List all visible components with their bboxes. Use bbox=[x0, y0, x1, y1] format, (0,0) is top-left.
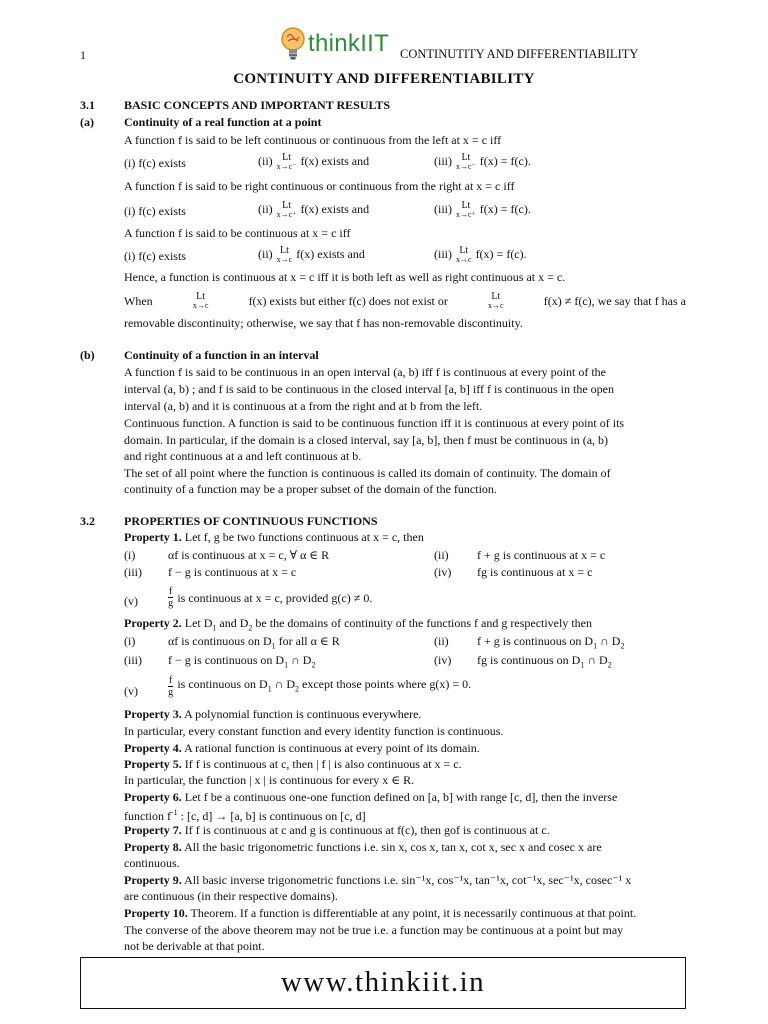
item-label: (iv) bbox=[434, 565, 452, 579]
limit-operator: Lt x→c bbox=[456, 245, 472, 264]
item-text: αf is continuous on $D_1$ for all α ∈ R bbox=[168, 634, 340, 651]
item-label: (ii) bbox=[434, 634, 449, 648]
paragraph-line: Continuous function. A function is said to be continuous function iff it is continuous at every point of its bbox=[124, 416, 625, 430]
subsection-label: (b) bbox=[80, 348, 95, 362]
paragraph-line: domain. In particular, if the domain is a closed interval, say [a, b], then f must be continuous in (a, b) bbox=[124, 433, 609, 447]
item-text: fg is continuous on $D_1$ ∩ $D_2$ bbox=[477, 653, 612, 670]
section-number: 3.1 bbox=[80, 98, 95, 112]
limit-operator: Lt x→c⁺ bbox=[276, 200, 297, 219]
logo-text: thinkIIT bbox=[308, 30, 390, 57]
footer-banner bbox=[80, 957, 686, 1009]
page-number: 1 bbox=[80, 48, 86, 62]
condition-item: (iii) Lt x→c⁻ f(x) = f(c). bbox=[434, 152, 531, 171]
fraction: $\frac{f}{g}$ bbox=[168, 675, 174, 698]
paragraph-line: are continuous (in their respective domains). bbox=[124, 889, 338, 903]
property-10: Property 10. Theorem. If a function is differentiable at any point, it is necessarily continuous at that point. bbox=[124, 906, 637, 920]
subsection-title: Continuity of a function in an interval bbox=[124, 348, 319, 362]
paragraph-line: In particular, every constant function and every identity function is continuous. bbox=[124, 724, 504, 738]
condition-item: (iii) Lt x→c f(x) = f(c). bbox=[434, 245, 527, 264]
limit-operator: Lt x→c bbox=[276, 245, 293, 264]
fraction: $\frac{f}{g}$ bbox=[168, 586, 174, 609]
item-text: $\frac{f}{g}$ is continuous on $D_1$ ∩ $D_2$ except those points where g(x) = 0. bbox=[168, 675, 472, 698]
paragraph-line: interval (a, b) and it is continuous at a from the right and at b from the left. bbox=[124, 399, 483, 413]
property-9: Property 9. All basic inverse trigonometric functions i.e. sin⁻¹x, cos⁻¹x, tan⁻¹x, cot⁻¹x, sec⁻¹x, cosec⁻¹ x bbox=[124, 873, 632, 887]
item-text: f + g is continuous on $D_1$ ∩ $D_2$ bbox=[477, 634, 625, 651]
item-label: (iii) bbox=[124, 565, 142, 579]
subsection-title: Continuity of a real function at a point bbox=[124, 115, 322, 129]
paragraph-line: removable discontinuity; otherwise, we say that f has non-removable discontinuity. bbox=[124, 316, 523, 330]
limit-operator: Lt x→c bbox=[192, 291, 209, 310]
paragraph-line: When Lt x→c f(x) exists but either f(c) does not exist or Lt x→c f(x) ≠ f(c), we say that f has a bbox=[124, 291, 686, 310]
subsection-label: (a) bbox=[80, 115, 94, 129]
paragraph-line: Hence, a function is continuous at x = c iff it is both left as well as right continuous at x = c. bbox=[124, 270, 566, 284]
condition-item: (ii) Lt x→c f(x) exists and bbox=[258, 245, 365, 264]
paragraph-line: function $f^{-1}$ : [c, d] → [a, b] is continuous on [c, d] bbox=[124, 808, 366, 823]
item-text: $\frac{f}{g}$ is continuous at x = c, provided g(c) ≠ 0. bbox=[168, 586, 373, 609]
website-url[interactable]: www.thinkiit.in bbox=[280, 966, 486, 998]
property-3: Property 3. A polynomial function is continuous everywhere. bbox=[124, 707, 422, 721]
property-4: Property 4. A rational function is continuous at every point of its domain. bbox=[124, 741, 480, 755]
property-6: Property 6. Let f be a continuous one-one function defined on [a, b] with range [c, d], then the inverse bbox=[124, 790, 618, 804]
paragraph-line: A function f is said to be continuous at x = c iff bbox=[124, 226, 351, 240]
item-label: (i) bbox=[124, 634, 136, 648]
running-head: CONTINUTITY AND DIFFERENTIABILITY bbox=[400, 47, 639, 61]
condition-item: (ii) Lt x→c⁻ f(x) exists and bbox=[258, 152, 370, 171]
paragraph-line: continuous. bbox=[124, 856, 180, 870]
paragraph-line: continuity of a function may be a proper subset of the domain of the function. bbox=[124, 482, 497, 496]
page-title: CONTINUITY AND DIFFERENTIABILITY bbox=[233, 71, 535, 87]
paragraph-line: A function f is said to be left continuous or continuous from the left at x = c iff bbox=[124, 133, 502, 147]
item-label: (v) bbox=[124, 594, 138, 608]
limit-operator: Lt x→c⁻ bbox=[276, 152, 297, 171]
property-8: Property 8. All the basic trigonometric functions i.e. sin x, cos x, tan x, cot x, sec x and cosec x are bbox=[124, 840, 602, 854]
condition-item: (i) f(c) exists bbox=[124, 204, 186, 218]
paragraph-line: A function f is said to be continuous in an open interval (a, b) iff f is continuous at every point of the bbox=[124, 365, 607, 379]
condition-item: (ii) Lt x→c⁺ f(x) exists and bbox=[258, 200, 370, 219]
property-2: Property 2. Let $D_1$ and $D_2$ be the domains of continuity of the functions f and g respectively then bbox=[124, 616, 593, 633]
item-text: f − g is continuous on $D_1$ ∩ $D_2$ bbox=[168, 653, 316, 670]
item-text: αf is continuous at x = c, ∀ α ∈ R bbox=[168, 548, 330, 562]
section-title: PROPERTIES OF CONTINUOUS FUNCTIONS bbox=[124, 514, 378, 528]
item-text: f − g is continuous at x = c bbox=[168, 565, 297, 579]
paragraph-line: In particular, the function | x | is continuous for every x ∈ R. bbox=[124, 773, 415, 787]
paragraph-line: not be derivable at that point. bbox=[124, 939, 265, 953]
item-label: (i) bbox=[124, 548, 136, 562]
paragraph-line: interval (a, b) ; and f is said to be continuous in the closed interval [a, b] iff f is continuous in the open bbox=[124, 382, 614, 396]
limit-operator: Lt x→c⁻ bbox=[456, 152, 476, 171]
item-text: f + g is continuous at x = c bbox=[477, 548, 606, 562]
section-number: 3.2 bbox=[80, 514, 95, 528]
property-5: Property 5. If f is continuous at c, then | f | is also continuous at x = c. bbox=[124, 757, 462, 771]
section-title: BASIC CONCEPTS AND IMPORTANT RESULTS bbox=[124, 98, 391, 112]
limit-operator: Lt x→c bbox=[488, 291, 504, 310]
item-label: (iii) bbox=[124, 653, 142, 667]
paragraph-line: and right continuous at a and left continuous at b. bbox=[124, 449, 362, 463]
property-7: Property 7. If f is continuous at c and g is continuous at f(c), then gof is continuous at c. bbox=[124, 823, 550, 837]
condition-item: (iii) Lt x→c⁺ f(x) = f(c). bbox=[434, 200, 531, 219]
item-label: (v) bbox=[124, 684, 138, 698]
paragraph-line: A function f is said to be right continuous or continuous from the right at x = c iff bbox=[124, 179, 515, 193]
item-label: (iv) bbox=[434, 653, 452, 667]
condition-item: (i) f(c) exists bbox=[124, 249, 186, 263]
item-text: fg is continuous at x = c bbox=[477, 565, 593, 579]
lightbulb-icon bbox=[280, 26, 306, 62]
item-label: (ii) bbox=[434, 548, 449, 562]
thinkiit-logo bbox=[280, 24, 389, 64]
limit-operator: Lt x→c⁺ bbox=[456, 200, 476, 219]
paragraph-line: The set of all point where the function is continuous is called its domain of continuity. The domain of bbox=[124, 466, 611, 480]
property-1: Property 1. Let f, g be two functions continuous at x = c, then bbox=[124, 530, 424, 544]
paragraph-line: The converse of the above theorem may not be true i.e. a function may be continuous at a point but may bbox=[124, 923, 624, 937]
condition-item: (i) f(c) exists bbox=[124, 156, 186, 170]
